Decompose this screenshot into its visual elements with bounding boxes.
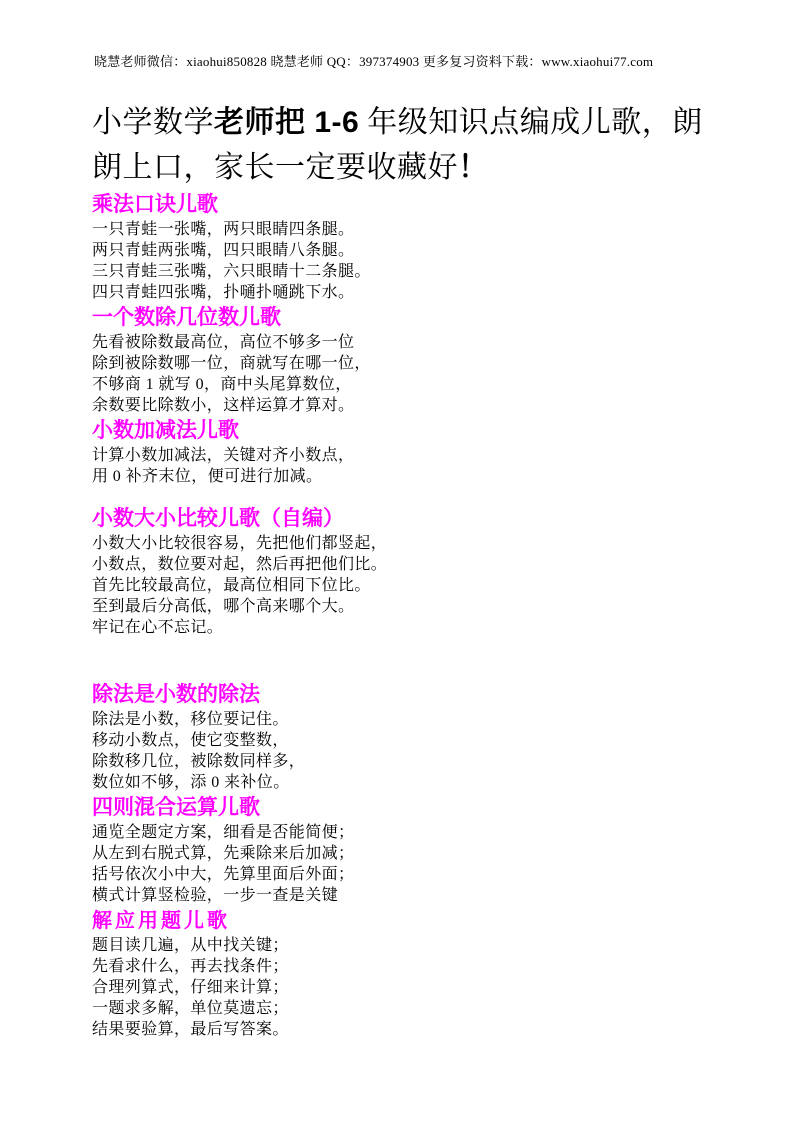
song-line: 两只青蛙两张嘴，四只眼睛八条腿。 <box>92 242 355 259</box>
title-text-regular-1: 小学数学 <box>92 106 214 139</box>
song-section <box>92 909 707 1040</box>
song-line: 一题求多解，单位莫遗忘； <box>92 1000 289 1017</box>
song-line: 通览全题定方案，细看是否能简便； <box>92 824 355 841</box>
song-section <box>92 507 707 638</box>
song-line: 四只青蛙四张嘴，扑嗵扑嗵跳下水。 <box>92 284 355 301</box>
song-line: 移动小数点，使它变整数， <box>92 732 289 749</box>
section-heading: 四则混合运算儿歌 <box>92 796 260 819</box>
section-heading: 解应用题儿歌 <box>92 910 230 932</box>
song-line: 余数要比除数小，这样运算才算对。 <box>92 397 355 414</box>
song-line: 先看被除数最高位，高位不够多一位 <box>92 334 355 351</box>
song-section <box>92 796 707 906</box>
song-line: 先看求什么，再去找条件； <box>92 958 289 975</box>
section-heading: 小数加减法儿歌 <box>92 419 239 442</box>
song-section <box>92 193 707 303</box>
header-contact-text: 晓慧老师微信：xiaohui850828 晓慧老师 QQ：397374903 更多复习资料下载：www.xiaohui77.com <box>94 54 654 69</box>
section-heading: 小数大小比较儿歌（自编） <box>92 507 344 530</box>
song-line: 小数大小比较很容易，先把他们都竖起， <box>92 535 388 552</box>
song-line: 合理列算式，仔细来计算； <box>92 979 289 996</box>
song-line: 三只青蛙三张嘴，六只眼睛十二条腿。 <box>92 263 371 280</box>
song-line: 至到最后分高低，哪个高来哪个大。 <box>92 598 355 615</box>
song-line: 结果要验算，最后写答案。 <box>92 1021 289 1038</box>
song-line: 除到被除数哪一位，商就写在哪一位， <box>92 355 371 372</box>
song-line: 首先比较最高位，最高位相同下位比。 <box>92 577 371 594</box>
song-line: 除数移几位，被除数同样多， <box>92 753 306 770</box>
song-line: 计算小数加减法，关键对齐小数点， <box>92 447 355 464</box>
title-text-regular-2: 年级知识点编成儿歌，朗朗上口，家长一定要收藏好 <box>92 106 703 184</box>
section-heading: 一个数除几位数儿歌 <box>92 306 281 329</box>
page-title <box>92 100 707 190</box>
song-line: 不够商 1 就写 0，商中头尾算数位， <box>92 376 352 393</box>
song-section <box>92 419 707 487</box>
song-line: 除法是小数，移位要记住。 <box>92 711 289 728</box>
song-section <box>92 683 707 793</box>
sections-container <box>92 193 707 1040</box>
song-line: 横式计算竖检验，一步一查是关键 <box>92 887 339 904</box>
song-line: 小数点，数位要对起，然后再把他们比。 <box>92 556 388 573</box>
song-line: 数位如不够，添 0 来补位。 <box>92 774 290 791</box>
song-line: 牢记在心不忘记。 <box>92 619 224 636</box>
section-heading: 乘法口诀儿歌 <box>92 193 218 216</box>
song-line: 从左到右脱式算，先乘除来后加减； <box>92 845 355 862</box>
section-heading: 除法是小数的除法 <box>92 683 260 706</box>
song-line: 用 0 补齐末位，便可进行加减。 <box>92 468 323 485</box>
song-line: 题目读几遍，从中找关键； <box>92 937 289 954</box>
title-text-bold: 老师把 1-6 <box>214 106 360 139</box>
title-exclamation-mark: ！ <box>458 151 489 184</box>
song-line: 括号依次小中大，先算里面后外面； <box>92 866 355 883</box>
song-line: 一只青蛙一张嘴，两只眼睛四条腿。 <box>92 221 355 238</box>
song-section <box>92 306 707 416</box>
document-header <box>94 53 707 70</box>
